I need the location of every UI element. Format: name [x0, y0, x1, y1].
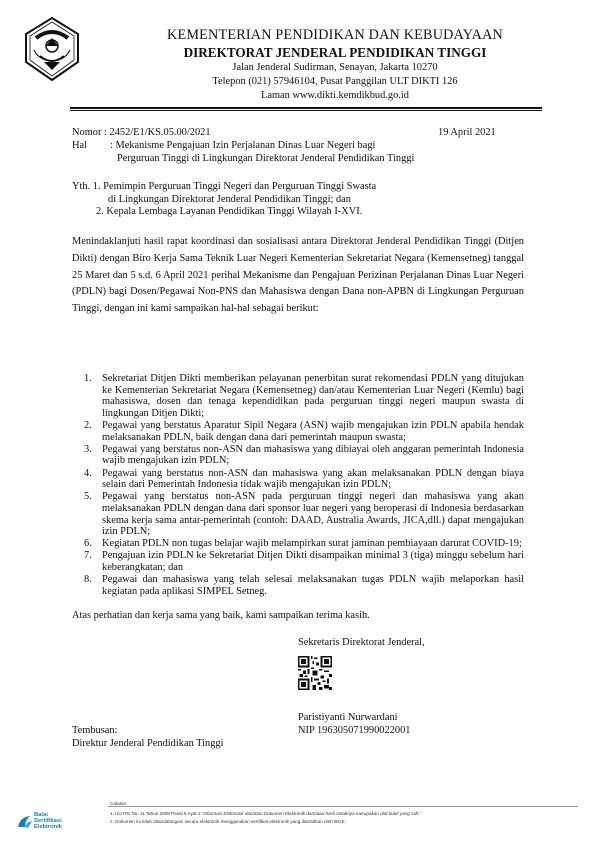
footer-note-2: 2. Dokumen ini telah ditandatangani secara elektronik menggunakan sertifikat elektronik yang diterbitkan oleh BSrE. [110, 819, 346, 824]
ministry-name: KEMENTERIAN PENDIDIKAN DAN KEBUDAYAAN [167, 27, 503, 43]
cc-recipient: Direktur Jenderal Pendidikan Tinggi [72, 738, 224, 749]
footer-notes [110, 810, 421, 826]
address: Jalan Jenderal Sudirman, Senayan, Jakarta 10270 [232, 62, 438, 73]
footer-divider [108, 806, 578, 807]
bsre-logo-icon [16, 813, 34, 831]
signatory-title: Sekretaris Direktorat Jenderal, [298, 637, 425, 648]
tut-wuri-handayani-logo [24, 16, 80, 82]
subject-line-1: : Mekanisme Pengajuan Izin Perjalanan Dinas Luar Negeri bagi [110, 140, 376, 151]
phone: Telepon (021) 57946104, Pusat Panggilan ULT DIKTI 126 [212, 76, 458, 87]
points-list [84, 373, 524, 598]
cc-label: Tembusan: [72, 725, 118, 736]
list-item: 5. Pegawai yang berstatus non-ASN pada perguruan tinggi negeri dan mahasiswa yang akan melaksanakan PDLN dengan dana dari sponsor luar negeri yang beroperasi di Indonesia berdasarkan skema kerja sama antar-pemerintah (contoh: DAAD, Australia Awards, JICA,dll.) dapat mengajukan izin PDLN; [84, 491, 524, 538]
addressee-block [72, 181, 542, 219]
footer-note-1: 1. UU ITE No. 11 Tahun 2008 Pasal 5 Ayat 1 “Informasi Elektronik dan/atau Dokumen Elektronik dan/atau hasil cetaknya merupakan alat bukti yang sah.” [110, 811, 422, 816]
closing-text: Atas perhatian dan kerja sama yang baik, kami sampaikan terima kasih. [72, 610, 370, 621]
footer-notes-label: Catatan : [110, 801, 129, 806]
qr-code-icon[interactable] [298, 656, 332, 690]
intro-paragraph: Menindaklanjuti hasil rapat koordinasi dan sosialisasi antara Direktorat Jenderal Pendidikan Tinggi (Ditjen Dikti) dengan Biro Kerja Sama Teknik Luar Negeri Kementerian Sekretariat Negara (Kemensetneg) tanggal 25 Maret dan 5 s.d. 6 April 2021 perihal Mekanisme dan Pengajuan Perizinan Perjalanan Dinas Luar Negeri (PDLN) bagi Dosen/Pegawai Non-PNS dan Mahasiswa dengan Dana non-APBN di Lingkungan Perguruan Tinggi, dengan ini kami sampaikan hal-hal sebagai berikut: [72, 236, 524, 315]
list-item: 1. Sekretariat Ditjen Dikti memberikan pelayanan penerbitan surat rekomendasi PDLN yang ditujukan ke Kementerian Sekretariat Negara (Kemensetneg) dan/atau Kementerian Luar Negeri (Kemlu) bagi mahasiswa, dosen dan tenaga kependidikan pada perguruan tinggi negeri maupun swasta di lingkungan Ditjen Dikti; [84, 373, 524, 419]
letter-number: Nomor : 2452/E1/KS.05.00/2021 [72, 127, 211, 138]
addressee-line-2: di Lingkungan Direktorat Jenderal Pendidikan Tinggi; dan [108, 193, 351, 205]
subject [110, 140, 530, 165]
signatory-nip: NIP 196305071990022001 [298, 725, 411, 736]
list-item: 4. Pegawai yang berstatus non-ASN dan mahasiswa yang akan melaksanakan PDLN dengan biaya selain dari Pemerintah Indonesia tidak wajib mengajukan izin PDLN; [84, 467, 524, 491]
letterhead-divider [70, 107, 542, 109]
addressee-line-3: 2. Kepala Lembaga Layanan Pendidikan Tinggi Wilayah I-XVI. [96, 206, 363, 217]
list-item: 8. Pegawai dan mahasiswa yang telah selesai melaksanakan tugas PDLN wajib melaporkan hasil kegiatan pada aplikasi SIMPEL Setneg. [84, 574, 524, 597]
list-item: 2. Pegawai yang berstatus Aparatur Sipil Negara (ASN) wajib mengajukan izin PDLN apabila hendak melaksanakan PDLN, baik dengan dana dari pemerintah maupun swasta; [84, 419, 524, 443]
bsre-logo-text: Balai Sertifikasi Elektronik [34, 812, 63, 830]
directorate-name: DIREKTORAT JENDERAL PENDIDIKAN TINGGI [183, 45, 487, 60]
subject-line-2: Perguruan Tinggi di Lingkungan Direktorat Jenderal Pendidikan Tinggi [117, 152, 415, 164]
letterhead-divider-thin [70, 110, 542, 111]
subject-label: Hal [72, 140, 88, 151]
list-item: 7. Pengajuan izin PDLN ke Sekretariat Ditjen Dikti disampaikan minimal 3 (tiga) minggu sebelum hari keberangkatan; dan [84, 550, 524, 574]
website: Laman www.dikti.kemdikbud.go.id [261, 90, 409, 101]
signatory-name: Paristiyanti Nurwardani [298, 712, 398, 723]
list-item: 3. Pegawai yang berstatus non-ASN dan mahasiswa yang dibiayai oleh anggaran pemerintah Indonesia wajib mengajukan izin PDLN; [84, 443, 524, 467]
addressee-line-1: Yth. 1. Pemimpin Perguruan Tinggi Negeri dan Perguruan Tinggi Swasta [72, 181, 377, 192]
letter-date: 19 April 2021 [438, 127, 496, 138]
letterhead [100, 26, 570, 103]
list-item: 6. Kegiatan PDLN non tugas belajar wajib melampirkan surat jaminan pembiayaan darurat COVID-19; [84, 538, 522, 550]
